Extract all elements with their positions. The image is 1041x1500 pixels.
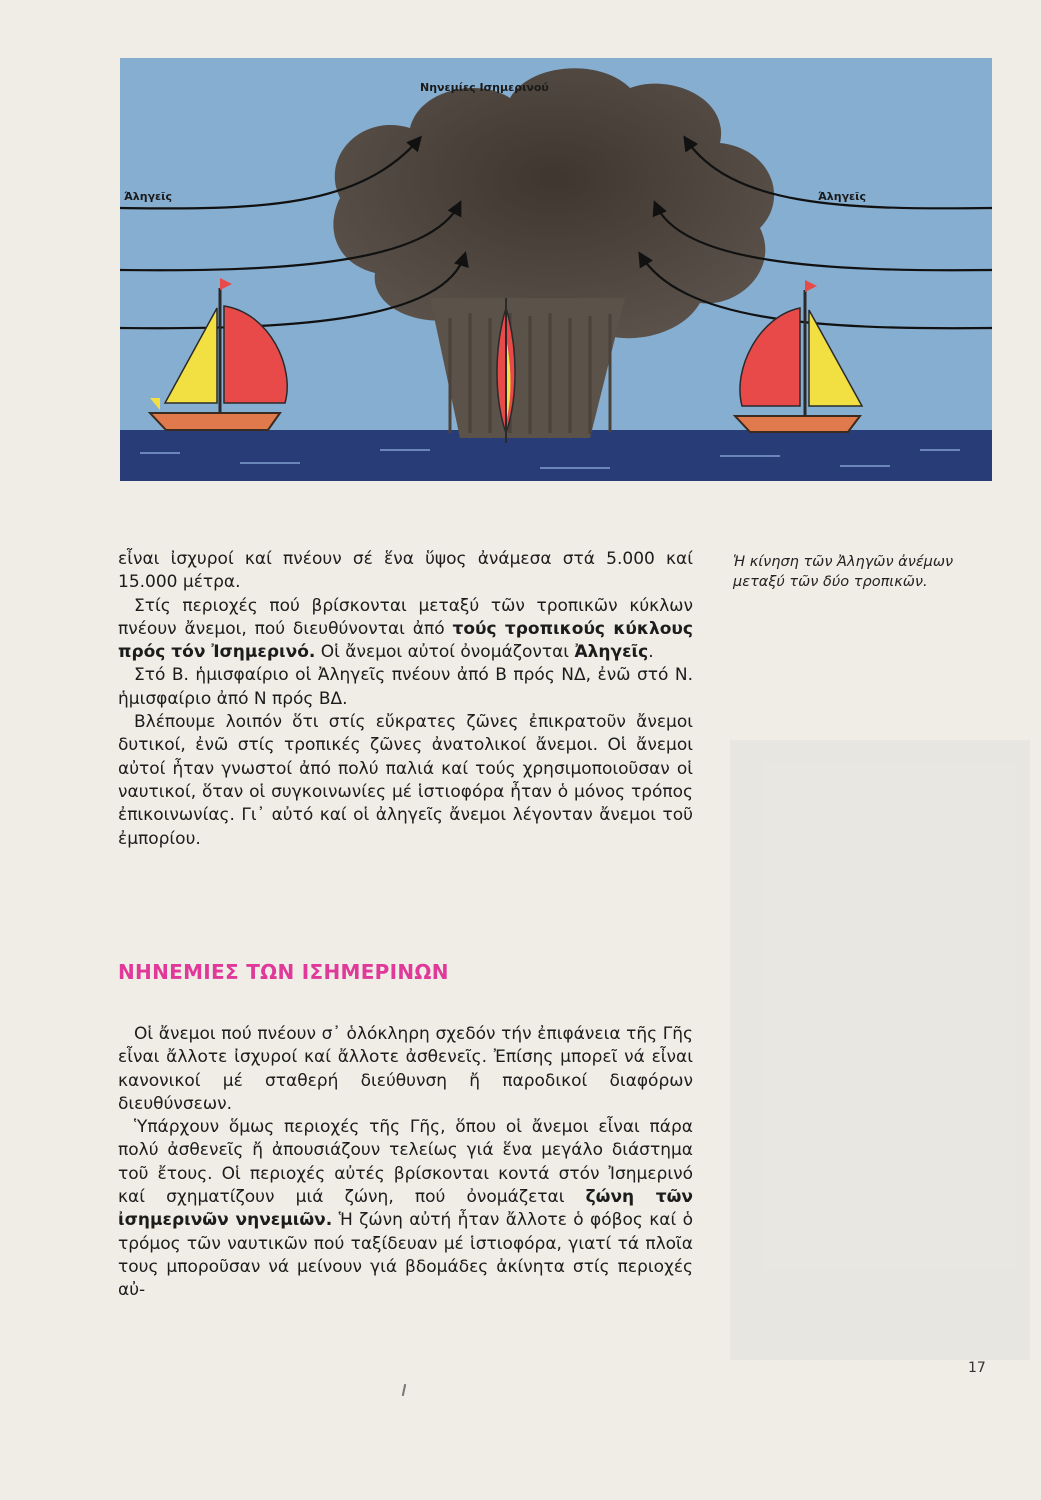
paragraph bbox=[118, 1116, 693, 1302]
label-trade-winds-right: Άληγεῖς bbox=[818, 190, 866, 203]
text-run: . bbox=[648, 642, 654, 663]
figure-caption: Ἡ κίνηση τῶν Ἀληγῶν ἀνέμων μεταξύ τῶν δύο τροπικῶν. bbox=[733, 554, 954, 590]
text-block-lower bbox=[118, 1023, 693, 1303]
paragraph: Στό Β. ἡμισφαίριο οἱ Ἀληγεῖς πνέουν ἀπό Β πρός ΝΔ, ἐνῶ στό Ν. ἡμισφαίριο ἀπό Ν πρός ΒΔ. bbox=[118, 665, 693, 709]
paragraph: Οἱ ἄνεμοι πού πνέουν σ᾽ ὁλόκληρη σχεδόν τήν ἐπιφάνεια τῆς Γῆς εἶναι ἄλλοτε ἰσχυροί καί ἄλλοτε ἀσθενεῖς. Ἐπίσης μπορεῖ νά εἶναι κανονικοί μέ σταθερή διεύθυνση ἤ παροδικοί διαφόρων διευθύνσεων. bbox=[118, 1024, 693, 1114]
print-mark bbox=[402, 1384, 406, 1396]
bold-term: ζώνη τῶν ἰσημερινῶν νηνεμιῶν. bbox=[118, 1187, 693, 1231]
trade-winds-illustration bbox=[120, 58, 992, 481]
paragraph bbox=[118, 595, 693, 665]
page-background-tint bbox=[730, 740, 1030, 1360]
bold-term: Ἀληγεῖς bbox=[574, 642, 649, 663]
paragraph: Βλέπουμε λοιπόν ὅτι στίς εὔκρατες ζῶνες ἐπικρατοῦν ἄνεμοι δυτικοί, ἐνῶ στίς τροπικές ζῶνες ἀνατολικοί ἄνεμοι. Οἱ ἄνεμοι αὐτοί ἦταν γνωστοί ἀπό πολύ παλιά καί τούς χρησιμοποιοῦσαν οἱ ναυτικοί, ὅταν οἱ συγκοινωνίες μέ ἱστιοφόρα ἦταν ὁ μόνος τρόπος ἐπικοινωνίας. Γι᾽ αὐτό καί οἱ ἀληγεῖς ἄνεμοι λέγονταν ἄνεμοι τοῦ ἐμπορίου. bbox=[118, 712, 693, 849]
paragraph: εἶναι ἰσχυροί καί πνέουν σέ ἕνα ὕψος ἀνάμεσα στά 5.000 καί 15.000 μέτρα. bbox=[118, 549, 693, 593]
label-equatorial-calms: Νηνεμίες Ισημερινού bbox=[420, 81, 549, 94]
text-run: Οἱ ἄνεμοι αὐτοί ὀνομάζονται bbox=[315, 642, 575, 663]
text-run: Ὑπάρχουν ὅμως περιοχές τῆς Γῆς, ὅπου οἱ ἄνεμοι εἶναι πάρα πολύ ἀσθενεῖς ἤ ἀπουσιάζουν τελείως γιά ἕνα μεγάλο διάστημα τοῦ ἔτους. Οἱ περιοχές αὐτές βρίσκονται κοντά στόν Ἰσημερινό καί σχηματίζουν μιά ζώνη, πού ὀνομάζεται bbox=[118, 1117, 693, 1208]
illustration-canvas bbox=[120, 58, 992, 481]
section-heading: ΝΗΝΕΜΙΕΣ ΤΩΝ ΙΣΗΜΕΡΙΝΩΝ bbox=[118, 960, 449, 984]
label-trade-winds-left: Άληγεῖς bbox=[124, 190, 172, 203]
text-run: Στίς περιοχές πού βρίσκονται μεταξύ τῶν τροπικῶν κύκλων πνέουν ἄνεμοι, πού διευθύνονται ἀπό bbox=[118, 595, 693, 639]
text-block-upper bbox=[118, 548, 693, 851]
page-number: 17 bbox=[968, 1360, 986, 1376]
bold-term: τούς τροπικούς κύκλους πρός τόν Ἰσημερινό. bbox=[118, 618, 693, 663]
text-run: Ἡ ζώνη αὐτή ἦταν ἄλλοτε ὁ φόβος καί ὁ τρόμος τῶν ναυτικῶν πού ταξίδευαν μέ ἱστιοφόρα, γιατί τά πλοῖα τους μποροῦσαν νά μείνουν γιά βδομάδες ἀκίνητα στίς περιοχές αὐ- bbox=[118, 1210, 693, 1301]
